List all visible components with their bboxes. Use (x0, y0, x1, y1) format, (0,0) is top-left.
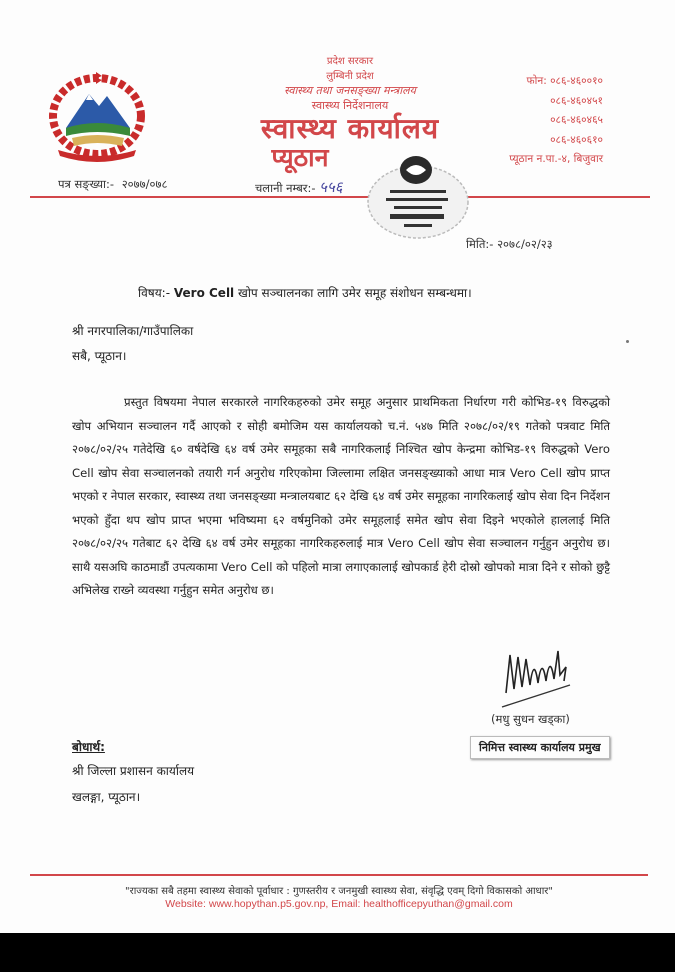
phone-number: फोन: ०८६-४६००१० (526, 75, 603, 87)
dispatch-number (255, 177, 343, 197)
subject-vaccine: Vero Cell (173, 286, 235, 300)
letterhead-line-2: लुम्बिनी प्रदेश (326, 71, 374, 82)
letter-date: मिति:- २०७८/०२/२३ (466, 237, 553, 251)
letter-number (58, 177, 171, 192)
letter-number-value: २०७७/०७८ (121, 177, 168, 191)
office-stamp-icon (360, 150, 470, 240)
letter-number-label: पत्र सङ्ख्या:- (58, 177, 115, 191)
letterhead-directorate: स्वास्थ्य निर्देशनालय (311, 99, 389, 112)
subject-line (138, 284, 472, 301)
subject-text: खोप सञ्चालनका लागि उमेर समूह संशोधन सम्बन्धमा। (238, 286, 472, 300)
office-title: स्वास्थ्य कार्यालय (260, 112, 440, 145)
subject-label: विषय:- (138, 286, 171, 300)
contact-block (509, 72, 603, 170)
dispatch-number-value: ५५६ (319, 178, 343, 196)
signatory-designation: निमित्त स्वास्थ्य कार्यालय प्रमुख (470, 736, 610, 759)
office-place: प्यूठान (271, 143, 329, 172)
phone-number: ०८६-४६०४५१ (550, 94, 603, 107)
signatory-name: (मधु सुधन खड्का) (491, 712, 570, 726)
cc-line-1: श्री जिल्ला प्रशासन कार्यालय (72, 764, 195, 778)
office-address: प्यूठान न.पा.-४, बिजुवार (509, 153, 603, 165)
dispatch-number-label: चलानी नम्बर:- (255, 181, 316, 195)
signature-icon (500, 645, 580, 710)
addressee-line-2: सबै, प्यूठान। (72, 349, 127, 363)
phone-number: ०८६-४६०४६५ (550, 114, 603, 126)
footer-motto: "राज्यका सबै तहमा स्वास्थ्य सेवाको पूर्वाधार : गुणस्तरीय र जनमुखी स्वास्थ्य सेवा, संवृद्धि एवम् दिगो विकासको आधार" (125, 886, 553, 897)
body-paragraph: प्रस्तुत विषयमा नेपाल सरकारले नागरिकहरुको उमेर समूह अनुसार प्राथमिकता निर्धारण गरी कोभिड-१९ विरुद्धको खोप अभियान सञ्चालन गर्दै आएको र सोही बमोजिम यस कार्यालयको च.नं. ५४७ मिति २०७८/०२/१९ गतेको पत्रवाट मिति २०७८/०२/२५ गतेदेखि ६० वर्षदेखि ६४ वर्ष उमेर समूहका सबै नागरिकलाई निश्चित खोप केन्द्रमा कोभिड-१९ विरुद्धको Vero Cell खोप सेवा सञ्चालनको तयारी गर्न अनुरोध गरिएकोमा जिल्लामा लक्षित जनसङ्ख्याको आधा मात्र Vero Cell खोप प्राप्त भएको र नेपाल सरकार, स्वास्थ्य तथा जनसङ्ख्या मन्त्रालयबाट ६२ देखि ६४ वर्ष उमेर समूहका नागरिकलाई खोप सेवा दिन निर्देशन भएको हुँदा थप खोप प्राप्त भएमा भविष्यमा ६२ वर्षमुनिको उमेर समूहलाई समेत खोप सेवा दिइने भएकोले हाललाई मिति २०७८/०२/२५ गतेबाट ६२ देखि ६४ वर्ष उमेर समूहका नागरिकहरुलाई मात्र Vero Cell खोप सेवा सञ्चालन गर्नुहुन अनुरोध छ। साथै यसअघि काठमाडौं उपत्यकामा Vero Cell को पहिलो मात्रा लगाएकालाई खोपकार्ड हेरी दोस्रो खोपको मात्रा दिने र सोको छुट्टै अभिलेख राख्ने व्यवस्था गर्नुहुन समेत अनुरोध छ। (72, 395, 610, 597)
letterhead-ministry: स्वास्थ्य तथा जनसङ्ख्या मन्त्रालय (284, 84, 416, 97)
footer-contact: Website: www.hopythan.p5.gov.np, Email: healthofficepyuthan@gmail.com (165, 898, 513, 910)
letter-body (72, 391, 610, 603)
nepal-emblem-icon (44, 66, 150, 166)
margin-mark (626, 340, 629, 343)
addressee-line-1: श्री नगरपालिका/गाउँपालिका (72, 324, 194, 338)
phone-number: ०८६-४६०६१० (550, 133, 603, 146)
cc-line-2: खलङ्गा, प्यूठान। (72, 790, 141, 804)
cc-heading: बोधार्थ: (72, 740, 105, 754)
footer-divider (30, 874, 648, 876)
letterhead-line-1: प्रदेश सरकार (326, 56, 374, 67)
header-divider (30, 196, 650, 198)
